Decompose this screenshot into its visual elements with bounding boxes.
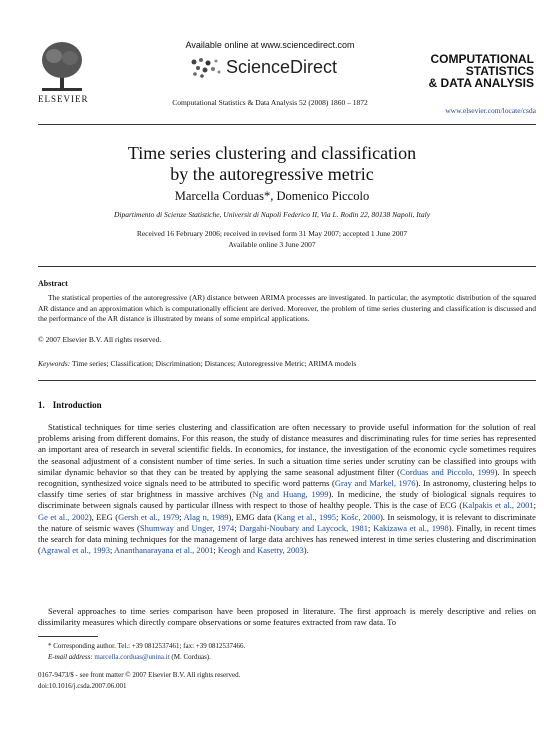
paragraph-text: ), EEG ( (88, 511, 119, 522)
issn-line: 0167-9473/$ - see front matter © 2007 Elsevier B.V. All rights reserved. (38, 671, 241, 679)
email-label: E-mail address: (48, 653, 93, 661)
available-online-date: Available online 3 June 2007 (228, 240, 316, 249)
section-number: 1. (38, 400, 45, 410)
footnote-divider (38, 636, 98, 637)
citation-link[interactable]: Ng and Huang, 1999 (252, 489, 329, 500)
email-link[interactable]: marcella.corduas@unina.it (92, 653, 170, 661)
copyright-notice: © 2007 Elsevier B.V. All rights reserved. (38, 335, 162, 344)
paragraph-text: Statistical techniques for time series clustering and classification are often necessary to provide useful information for the solution of real problems arising from different domains. For this reason, the study of distance measures and discriminating rules for time series has represented an important area of research in several scientific fields. In economics, for instance, the investigation of the economic cycle sometimes requires the seasonal adjustment of a consistent number of time series. In such a situation time series under scrutiny can be classified into groups with similar dynamic behavior so that they can be treated by applying the same seasonal adjustment filter ( (38, 422, 536, 477)
intro-paragraph-2: Several approaches to time series comparison have been proposed in literature. The first approach is merely descriptive and relies on dissimilarity measures which directly compare observations or some features extracted from raw data. To (38, 606, 536, 628)
doi-line: doi:10.1016/j.csda.2007.06.001 (38, 682, 127, 690)
abstract-top-divider (38, 266, 536, 267)
article-authors: Marcella Corduas*, Domenico Piccolo (174, 189, 370, 203)
citation-link[interactable]: Ge et al., 2002 (38, 511, 89, 522)
citation-link[interactable]: Kakizawa et al., 1998 (373, 522, 449, 533)
journal-logo-title (418, 53, 534, 89)
citation-link[interactable]: Agrawal et al., 1993 (40, 545, 111, 556)
citation-link[interactable]: Shumway and Unger, 1974 (139, 522, 235, 533)
paragraph-text: ). In astronomy, clustering helps to classify time series of star brightness in massive archives ( (38, 478, 536, 500)
paragraph-text: ; (234, 522, 240, 533)
keywords-label: Keywords: (38, 359, 71, 368)
paragraph-text: ; (110, 545, 115, 556)
paragraph-text: ; (533, 500, 536, 511)
author-affiliation: Dipartimento di Scienze Statistiche, Universit di Napoli Federico II, Via L. Rodin 22, 80138 Napoli, Italy (113, 210, 431, 219)
keywords-list: Time series; Classification; Discrimination; Distances; Autoregressive Metric; ARIMA models (70, 359, 357, 368)
journal-title-line: STATISTICS (465, 64, 534, 78)
paragraph-text: ), EMG data ( (228, 511, 277, 522)
citation-link[interactable]: Corduas and Piccolo, 1999 (399, 466, 495, 477)
abstract-bottom-divider (38, 380, 536, 381)
section-heading (38, 400, 110, 410)
paragraph-text: ; (179, 511, 184, 522)
journal-url-link[interactable]: www.elsevier.com/locate/csda (445, 106, 536, 115)
sciencedirect-wordmark: ScienceDirect (226, 57, 338, 77)
journal-title-line: COMPUTATIONAL (430, 52, 534, 66)
email-suffix: (M. Corduas). (169, 653, 211, 661)
intro-paragraph (38, 422, 536, 556)
citation-link[interactable]: Kalpakis et al., 2001 (462, 500, 534, 511)
title-line: Time series clustering and classification (127, 143, 417, 163)
abstract-text: The statistical properties of the autoregressive (AR) distance between ARIMA processes are investigated. In particular, the asymptotic distribution of the squared AR distance and an approximation which is computationally efficient are derived. Moreover, the problem of time series clustering and classification is discussed and the performance of the AR distance is illustrated by means of some empirical applications. (38, 293, 536, 323)
email-footnote (48, 653, 211, 661)
paragraph-text: ). In speech recognition, synthesized voice signals need to be attributed to specific word patterns ( (38, 466, 536, 489)
citation-link[interactable]: Alag n, 1989 (183, 511, 229, 522)
paragraph-text: ). In medicine, the study of biological signals requires to discriminate between signals caused by particular illness with respect to those of healthy people. This is the case of ECG ( (38, 489, 536, 511)
article-title (60, 143, 484, 185)
paragraph-text: ). Finally, in recent times the search for data mining techniques for the management of large data archives has renewed interest in time series clustering and discrimination ( (38, 522, 536, 556)
section-title: Introduction (52, 400, 102, 410)
citation-link[interactable]: Gersh et al., 1979 (118, 511, 180, 522)
paragraph-text: ; (336, 511, 341, 522)
citation-link[interactable]: Košc, 2000 (340, 511, 380, 522)
paragraph-text: ; (368, 522, 374, 533)
available-online-text: Available online at www.sciencedirect.com (185, 40, 355, 50)
corresponding-author-footnote: * Corresponding author. Tel.: +39 0812537461; fax: +39 0812537466. (48, 642, 246, 650)
title-line: by the autoregressive metric (170, 164, 374, 184)
citation-link[interactable]: Ananthanarayana et al., 2001 (114, 545, 214, 556)
citation-link[interactable]: Keogh and Kasetty, 2003 (217, 545, 304, 556)
citation-link[interactable]: Gray and Markel, 1976 (334, 478, 416, 489)
sciencedirect-logo (188, 54, 368, 80)
journal-title-line: & DATA ANALYSIS (428, 76, 534, 90)
received-dates: Received 16 February 2006; received in revised form 31 May 2007; accepted 1 June 2007 (136, 229, 408, 238)
abstract-heading: Abstract (38, 279, 68, 288)
keywords-line (38, 359, 536, 368)
publisher-name: ELSEVIER (38, 94, 89, 104)
elsevier-tree-logo (38, 38, 86, 94)
paragraph-text: ; (213, 545, 218, 556)
journal-citation: Computational Statistics & Data Analysis 52 (2008) 1860 – 1872 (172, 98, 368, 107)
citation-link[interactable]: Dargahi-Noubary and Laycock, 1981 (239, 522, 368, 533)
paragraph-text: ). (303, 545, 309, 556)
sciencedirect-dots-icon (188, 54, 224, 80)
citation-link[interactable]: Kang et al., 1995 (276, 511, 337, 522)
header-divider (38, 124, 536, 125)
paragraph-text: ). In seismology, it is relevant to discriminate the nature of seismic waves ( (38, 511, 536, 533)
